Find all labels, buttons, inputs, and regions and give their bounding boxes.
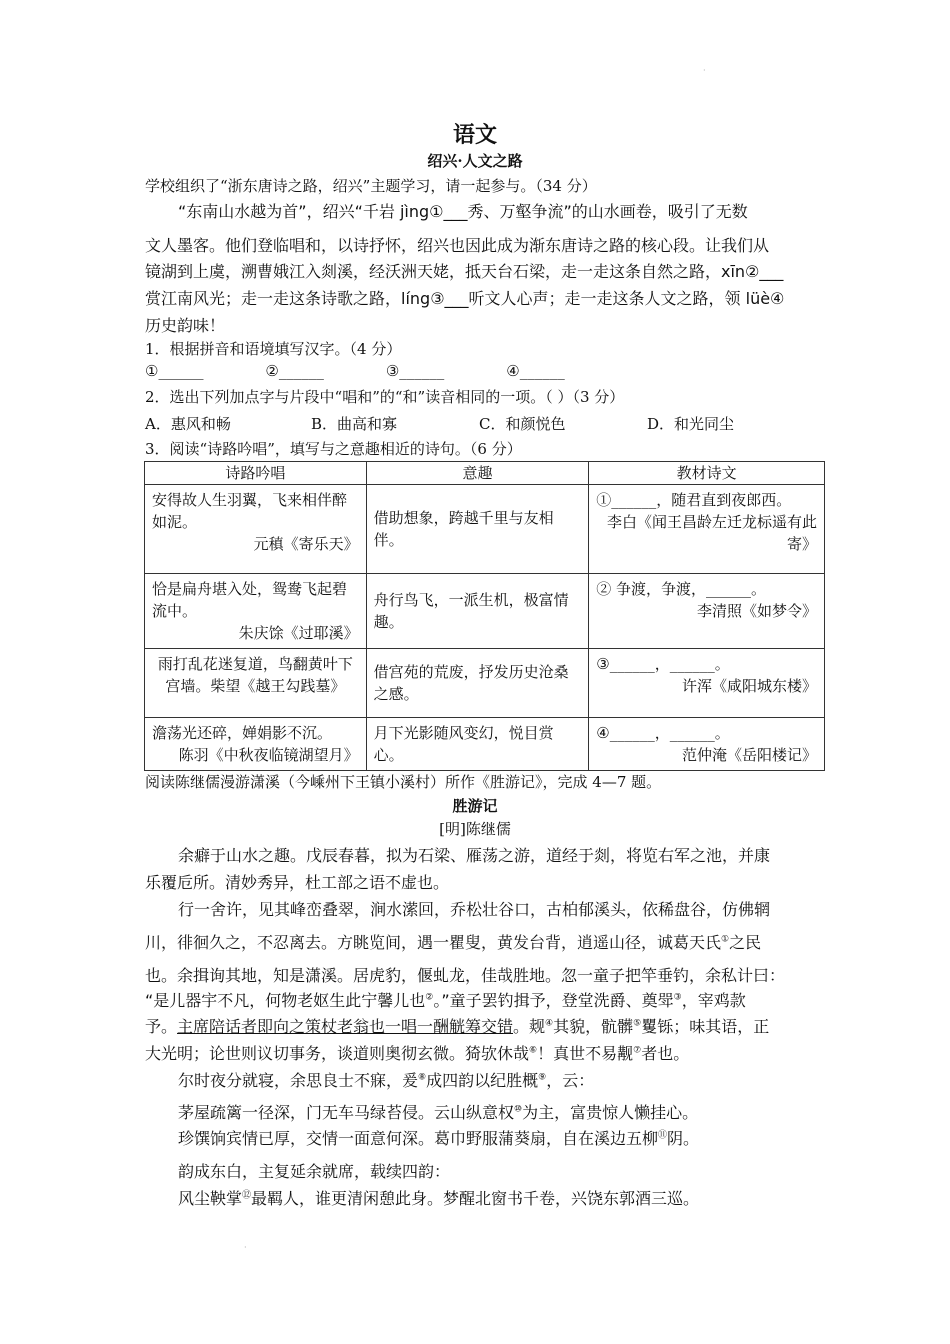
table-row [145,718,825,771]
essay-line: 乐覆卮所。清妙秀异，杜工部之语不虚也。 [145,873,450,892]
footnote-mark: ④ [545,1018,554,1029]
option-b: B．曲高和寡 [311,415,398,433]
poem-line: 珍馔饷宾情已厚，交情一面意何深。葛巾野服蒲葵扇，自在溪边五柳⑪阴。 [178,1129,700,1148]
footnote-mark: ① [721,934,730,945]
fill-blank: ①______，随君直到夜郎西。 [596,491,792,509]
essay-author: [明]陈继儒 [439,820,511,838]
underlined-sentence: 主席陪话者即向之策杖老翁也一唱一酬觥筹交错 [177,1017,514,1036]
fill-blank: ③______，______。 [596,655,730,673]
passage-line: 赏江南风光；走一走这条诗歌之路，líng③___听文人心声；走一走这条人文之路，领 lüè④ [145,289,785,308]
essay-line: 行一舍许，见其峰峦叠翠，涧水潆回，乔松壮谷口，古柏郁溪头，依稀盘谷，仿佛辋 [178,900,771,919]
poem-source: 陈羽《中秋夜临镜湖望月》 [178,746,359,764]
poem-text: 安得故人生羽翼，飞来相伴醉如泥。 [152,491,348,531]
essay-line: “是儿器宇不凡，何物老妪生此宁馨儿也②。”童子罢钓揖予，登堂洗爵、奠斝③，宰鸡款 [145,991,746,1010]
passage-line: “东南山水越为首”，绍兴“千岩 jìng①___秀、万壑争流”的山水画卷，吸引了无数 [178,202,748,221]
footnote-mark: ⑤ [633,1018,642,1029]
question-1-stem: 1．根据拼音和语境填写汉字。（4 分） [145,340,402,358]
footnote-mark: ⑧ [418,1072,427,1083]
page-title: 语文 [452,122,497,148]
question-1-blanks: ①______ ②______ ③______ ④______ [145,362,565,380]
option-a: A．惠风和畅 [145,415,231,433]
poem-text: 雨打乱花迷复道，鸟翻黄叶下宫墙。柴望《越王勾践墓》 [157,655,353,695]
table-header: 诗路吟唱 [145,462,367,485]
poem-text: 澹荡光还碎，婵娟影不沉。 [152,724,333,742]
footnote-mark: ⑨ [538,1072,547,1083]
fill-blank: ② 争渡，争渡，______。 [596,580,767,598]
fill-source: 李白《闻王昌龄左迁龙标遥有此寄》 [606,513,817,553]
footnote-mark: ⑪ [658,1130,668,1141]
table-header-row [145,462,825,485]
poem-table [144,461,825,771]
passage-line: 镜湖到上虞，溯曹娥江入剡溪，经沃洲天姥，抵天台石梁，走一走这条自然之路，xīn②___ [145,262,784,281]
footnote-mark: ⑥ [529,1045,538,1056]
footnote-mark: ⑩ [514,1104,523,1115]
poem-text: 恰是扁舟堪入处，鸳鸯飞起碧流中。 [152,580,348,620]
table-row [145,649,825,718]
footer-mark: · [244,1243,247,1252]
essay-line: 也。余揖询其地，知是潇溪。居虎豹，偃虬龙，佳哉胜地。忽一童子把竿垂钓，余私计曰： [145,966,786,985]
question-2-stem: 2．选出下列加点字与片段中“唱和”的“和”读音相同的一项。（ ）（3 分） [145,388,625,406]
table-header: 教材诗文 [589,462,825,485]
fill-source: 李清照《如梦令》 [696,602,817,620]
fill-source: 范仲淹《岳阳楼记》 [681,746,817,764]
footnote-mark: ② [425,992,434,1003]
footnote-mark: ③ [673,992,682,1003]
option-d: D．和光同尘 [647,415,735,433]
table-row [145,574,825,649]
poem-source: 朱庆馀《过耶溪》 [238,624,359,642]
essay-line: 尔时夜分就寝，余思良士不寐，爰⑧成四韵以纪胜概⑨，云： [178,1071,595,1090]
fill-source: 许浑《咸阳城东楼》 [681,677,817,695]
meaning-text: 舟行鸟飞，一派生机，极富情趣。 [373,591,569,631]
passage-line: 文人墨客。他们登临唱和，以诗抒怀，绍兴也因此成为渐东唐诗之路的核心段。让我们从 [145,236,770,255]
essay-line: 大光明；论世则议切事务，谈道则奥彻玄微。猗欤休哉⑥！真世不易觏⑦者也。 [145,1044,690,1063]
poem-source: 元稹《寄乐天》 [253,535,359,553]
passage-line: 历史韵味！ [145,316,226,335]
option-c: C．和颜悦色 [479,415,566,433]
poem-line: 风尘鞅掌⑫最羁人，谁更清闲憩此身。梦醒北窗书千卷，兴饶东郭酒三巡。 [178,1189,700,1208]
essay-line: 予。主席陪话者即向之策杖老翁也一唱一酬觥筹交错。觌④其貌，骯髒⑤矍铄；味其语，正 [145,1017,770,1036]
meaning-text: 借助想象，跨越千里与友相伴。 [373,509,554,549]
page-subtitle: 绍兴·人文之路 [427,152,523,170]
poem-line: 茅屋疏篱一径深，门无车马绿苔侵。云山纵意权⑩为主，富贵惊人懒挂心。 [178,1103,699,1122]
table-header: 意趣 [366,462,589,485]
footnote-mark: ⑦ [633,1045,642,1056]
question-3-stem: 3．阅读“诗路吟唱”，填写与之意趣相近的诗句。（6 分） [145,440,522,458]
footnote-mark: ⑫ [242,1190,252,1201]
meaning-text: 月下光影随风变幻，悦目赏心。 [373,724,554,764]
essay-title: 胜游记 [452,797,498,815]
essay-line: 余癖于山水之趣。戊辰春暮，拟为石梁、雁荡之游，道经于剡，将览右军之池，并康 [178,846,771,865]
header-mark: · [703,66,706,75]
meaning-text: 借宫苑的荒废，抒发历史沧桑之感。 [373,663,569,703]
fill-blank: ④______，______。 [596,724,730,742]
essay-line: 韵成东白，主复延余就席，载续四韵： [178,1162,451,1181]
essay-line: 川，徘徊久之，不忍离去。方眺览间，遇一瞿叟，黄发台背，逍遥山径，诚葛天氏①之民 [145,933,762,952]
intro-text: 学校组织了“浙东唐诗之路，绍兴”主题学习，请一起参与。（34 分） [145,177,597,195]
table-row [145,485,825,574]
reading-intro: 阅读陈继儒漫游潇溪（今嵊州下王镇小溪村）所作《胜游记》，完成 4—7 题。 [145,773,662,791]
